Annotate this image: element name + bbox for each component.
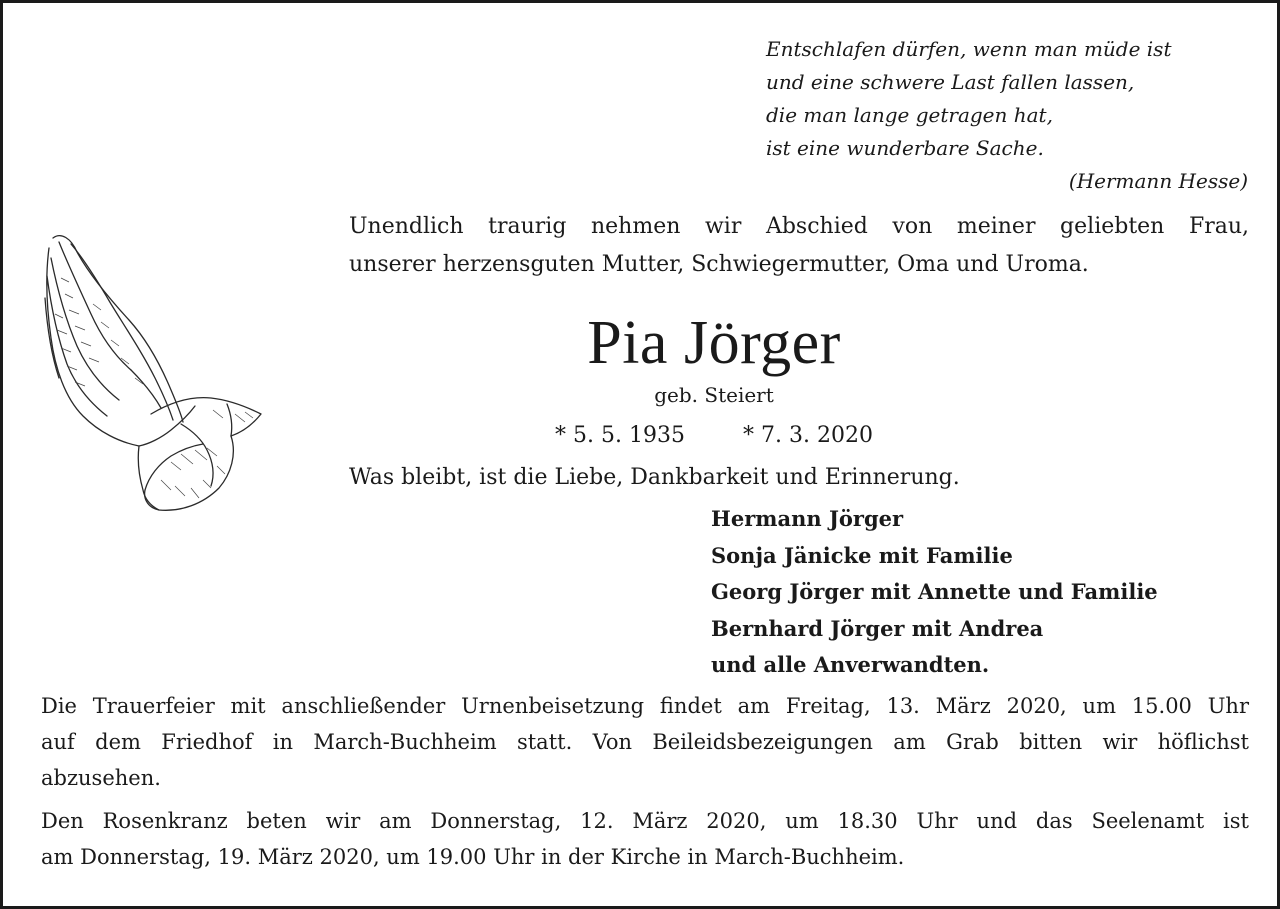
rosary-info bbox=[41, 803, 1249, 875]
life-dates bbox=[349, 419, 1079, 453]
mourners-list bbox=[711, 501, 1251, 684]
motto: Was bleibt, ist die Liebe, Dankbarkeit und Erinnerung. bbox=[349, 465, 960, 490]
deceased-name: Pia Jörger bbox=[587, 309, 841, 377]
service-line: abzusehen. bbox=[41, 766, 161, 790]
mourner: und alle Anverwandten. bbox=[711, 652, 990, 677]
birth-date: * 5. 5. 1935 bbox=[555, 423, 685, 448]
farewell-statement bbox=[349, 208, 1249, 284]
funeral-service-info bbox=[41, 688, 1249, 796]
intro-line: Unendlich traurig nehmen wir Abschied von meiner geliebten Frau, bbox=[349, 214, 1249, 239]
death-date: * 7. 3. 2020 bbox=[743, 423, 873, 448]
service-line: auf dem Friedhof in March-Buchheim statt. Von Beileidsbezeigungen am Grab bitten wir höflichst bbox=[41, 730, 1249, 754]
maiden-name: geb. Steiert bbox=[654, 383, 774, 407]
rosary-line: am Donnerstag, 19. März 2020, um 19.00 Uhr in der Kirche in March-Buchheim. bbox=[41, 845, 905, 869]
mourner: Sonja Jänicke mit Familie bbox=[711, 542, 1013, 568]
hesse-quote bbox=[766, 33, 1248, 198]
quote-line: Entschlafen dürfen, wenn man müde ist bbox=[766, 37, 1172, 61]
service-line: Die Trauerfeier mit anschließender Urnenbeisetzung findet am Freitag, 13. März 2020, um 15.00 Uhr bbox=[41, 694, 1249, 718]
mourner: Georg Jörger mit Annette und Familie bbox=[711, 579, 1158, 604]
praying-hands-icon bbox=[31, 218, 267, 518]
quote-line: die man lange getragen hat, bbox=[766, 103, 1053, 127]
intro-line: unserer herzensguten Mutter, Schwiegermutter, Oma und Uroma. bbox=[349, 252, 1089, 277]
rosary-line: Den Rosenkranz beten wir am Donnerstag, 12. März 2020, um 18.30 Uhr und das Seelenamt ist bbox=[41, 809, 1249, 833]
quote-author: (Hermann Hesse) bbox=[1068, 169, 1248, 193]
mourner: Bernhard Jörger mit Andrea bbox=[711, 615, 1044, 641]
quote-line: und eine schwere Last fallen lassen, bbox=[766, 70, 1135, 94]
mourner: Hermann Jörger bbox=[711, 506, 904, 531]
quote-line: ist eine wunderbare Sache. bbox=[766, 136, 1044, 160]
